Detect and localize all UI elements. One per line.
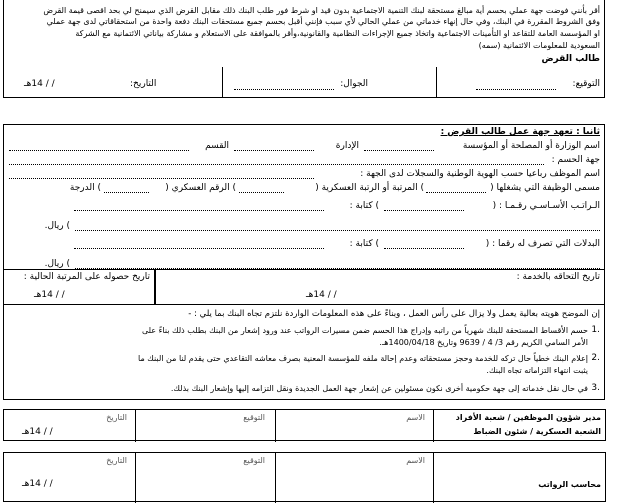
- item-1-line-2: الأمر السامي الكريم رقم 3/ 4 / 9639 وتاريخ 1400/04/18هـ.: [379, 338, 588, 347]
- consent-line-4: السعودية للمعلومات الائتمانية (سمه): [478, 41, 600, 50]
- item-1-line-1: حسم الأقساط المستحقة للبنك شهرياً من راتبه وإدراج هذا الحسم ضمن مسيرات الرواتب عند ورود إشعار من البنك بطلب ذلك بناءً على: [141, 326, 588, 335]
- hr-name-label: الاسم: [406, 413, 425, 422]
- rank-date-cell: [3, 269, 155, 305]
- allowances-label: البدلات التي تصرف له رقما : (: [485, 239, 600, 249]
- payroll-signature-table: [3, 452, 606, 502]
- hr-signature-label: التوقيع: [243, 413, 265, 422]
- section2-heading: ثانيا : تعهد جهة عمل طالب القرض :: [440, 127, 600, 137]
- job-title-field[interactable]: [426, 192, 486, 193]
- department-label: الإدارة: [335, 141, 359, 151]
- payroll-name-label: الاسم: [406, 456, 425, 465]
- top-date-value[interactable]: / / 14هـ: [24, 79, 55, 89]
- section-field[interactable]: [9, 150, 189, 151]
- ministry-label: اسم الوزارة أو المصلحة أو المؤسسة: [462, 141, 600, 151]
- section-label: القسم: [205, 141, 229, 151]
- rank-date-value[interactable]: / / 14هـ: [34, 290, 65, 300]
- grade-label: ) الدرجة: [69, 183, 101, 193]
- item-2-line-2: يثبت انتهاء التزاماته تجاه البنك.: [486, 366, 588, 375]
- hr-date-value[interactable]: / / 14هـ: [22, 427, 53, 437]
- item-3-line-1: في حال نقل خدماته إلى جهة حكومية أخرى نكون مسئولين عن إشعار جهة العمل الجديدة ونقل التزامه إليها وإشعار البنك بذلك.: [170, 384, 588, 393]
- salary-words-field[interactable]: [74, 210, 324, 211]
- top-date-label: التاريخ:: [130, 79, 157, 89]
- agency-field[interactable]: [9, 164, 544, 165]
- item-2-number: .2: [591, 353, 600, 363]
- payroll-date-label: التاريخ: [106, 456, 127, 465]
- item-2-line-1: إعلام البنك خطياً حال تركه للخدمة وحجز مستحقاته وعدم إحالة ملفه للمؤسسة المعنية بصرف معاشه التقاعدي حتى يقدم لنا من البنك ما: [138, 354, 588, 363]
- allowances-riyal-label: ) ريال.: [44, 259, 70, 269]
- rank-label: ) المرتبة أو الرتبة العسكرية (: [315, 183, 424, 193]
- hr-signature-table: [3, 409, 606, 441]
- rank-date-label: تاريخ حصوله على المرتبة الحالية :: [23, 272, 150, 282]
- applicant-consent-box: [3, 0, 605, 98]
- department-field[interactable]: [234, 150, 314, 151]
- applicant-label: طالب القرض: [541, 54, 600, 64]
- consent-line-2: وفق الشروط المقررة في البنك، وفي حال إنهاء خدماتي من عملي الحالي لأي سبب فإنني أقبل بحسم جميع مستحقات البنك دفعة واحدة من استحقاقاتي لدى جهة عملي: [46, 17, 600, 26]
- signature-field[interactable]: [476, 89, 556, 90]
- hr-date-label: التاريخ: [106, 413, 127, 422]
- rank-field[interactable]: [239, 192, 284, 193]
- military-number-label: ) الرقم العسكري (: [165, 183, 236, 193]
- salary-riyal-label: ) ريال.: [44, 221, 70, 231]
- undertaking-intro: إن الموضح هويته بعالية يعمل ولا يزال على رأس العمل ، وبناءً على هذه المعلومات الواردة نلتزم تجاه البنك بما يلي : -: [188, 309, 600, 319]
- join-date-cell: [155, 269, 605, 305]
- payroll-role: محاسب الرواتب: [538, 480, 601, 489]
- item-3-number: .3: [591, 383, 600, 393]
- payroll-date-value[interactable]: / / 14هـ: [22, 479, 53, 489]
- consent-line-1: أقر بأنني فوضت جهة عملي بحسم أية مبالغ مستحقة لبنك التنمية الاجتماعية بدون قيد او شرط فور طلب البنك ذلك مقابل القرض الذي سيمنح لي بحد اقصى قيمة القرض: [43, 6, 600, 15]
- salary-words-field-2[interactable]: [75, 230, 600, 231]
- agency-label: جهة الحسم :: [551, 155, 600, 165]
- consent-line-3: او المؤسسة العامة للتقاعد او التأمينات الاجتماعية واتخاذ جميع الإجراءات النظامية والقانونية،وأقر بالموافقة على الاستعلام و مشاركة بياناتي الائتمانية مع الشركة: [75, 29, 600, 38]
- ministry-field[interactable]: [364, 150, 434, 151]
- join-date-value[interactable]: / / 14هـ: [306, 290, 337, 300]
- employee-name-label: اسم الموظف رباعيا حسب الهوية الوطنية والسجلات لدى الجهة :: [360, 169, 600, 179]
- hr-role-line-1: مدير شؤون الموظفين / شعبة الأفراد: [455, 413, 601, 422]
- signature-label: التوقيع:: [572, 79, 600, 89]
- allowances-field[interactable]: [384, 248, 464, 249]
- salary-words-label: ) كتابة :: [349, 201, 379, 211]
- allowances-words-field[interactable]: [74, 248, 324, 249]
- mobile-label: الجوال:: [340, 79, 368, 89]
- employee-name-field[interactable]: [9, 178, 314, 179]
- military-number-field[interactable]: [104, 192, 149, 193]
- basic-salary-label: الـراتـب الأسـاسـي رقـمـا : (: [492, 201, 600, 211]
- hr-role-line-2: الشعبة العسكرية / شئون الضباط: [473, 427, 601, 436]
- employer-undertaking-box: [3, 124, 605, 400]
- payroll-signature-label: التوقيع: [243, 456, 265, 465]
- allowances-words-label: ) كتابة :: [349, 239, 379, 249]
- join-date-label: تاريخ التحاقه بالخدمة :: [516, 272, 600, 282]
- job-title-label: مسمى الوظيفة التي يشغلها (: [490, 183, 600, 193]
- basic-salary-field[interactable]: [384, 210, 464, 211]
- mobile-field[interactable]: [234, 89, 334, 90]
- item-1-number: .1: [591, 325, 600, 335]
